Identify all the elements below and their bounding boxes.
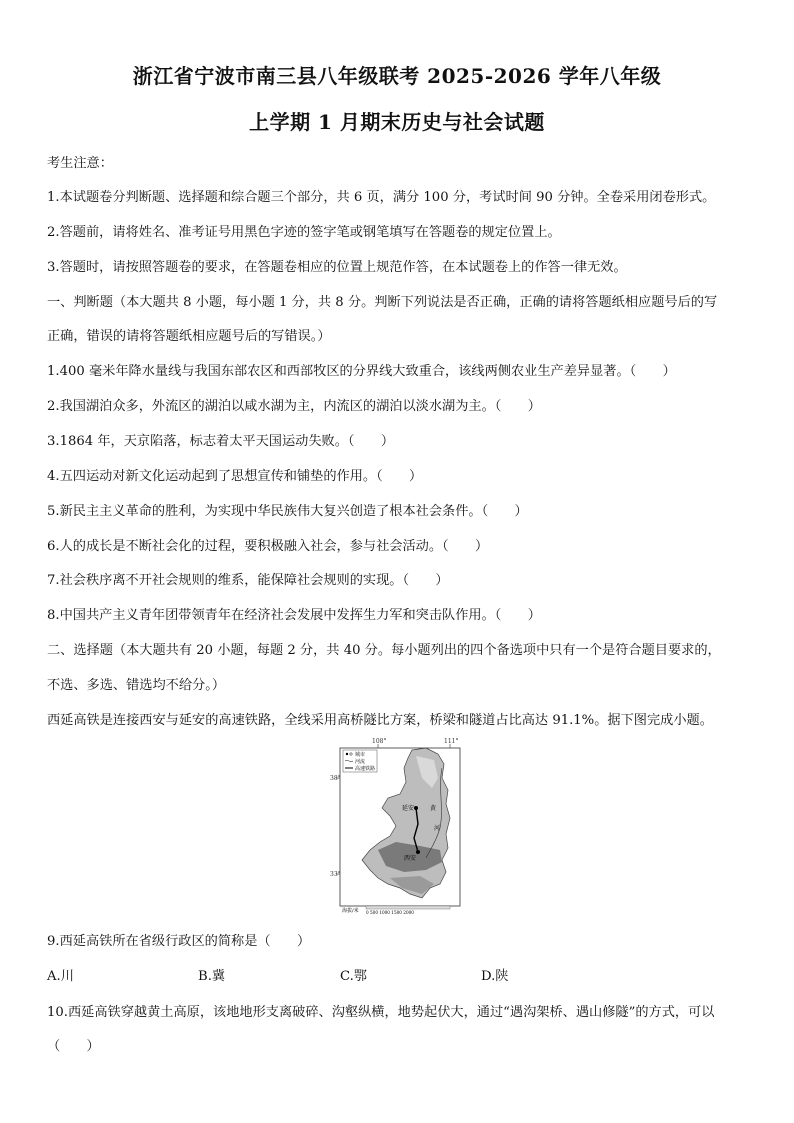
notice-item-2: 2.答题前，请将姓名、准考证号用黑色字迹的签字笔或钢笔填写在答题卷的规定位置上。 <box>47 225 561 240</box>
page-title-line1: 浙江省宁波市南三县八年级联考 2025-2026 学年八年级 <box>132 64 662 88</box>
lon-right-label: 111° <box>444 738 459 745</box>
lon-left-label: 108° <box>372 738 387 745</box>
question-9-option-a[interactable]: A.川 <box>47 969 74 984</box>
notice-item-1: 1.本试题卷分判断题、选择题和综合题三个部分，共 6 页，满分 100 分，考试时间 90 分钟。全卷采用闭卷形式。 <box>47 190 716 205</box>
legend-city: 城市 <box>355 752 366 758</box>
city-label-top: 延安 <box>402 805 415 812</box>
question-9-option-d[interactable]: D.陕 <box>481 969 509 984</box>
city-label-bottom: 西安 <box>404 855 417 862</box>
section1-heading: 一、判断题（本大题共 8 小题，每小题 1 分，共 8 分。判断下列说法是否正确，正确的请将答题纸相应题号后的写 <box>47 295 718 310</box>
question-9-option-c[interactable]: C.鄂 <box>340 969 367 984</box>
question-9-stem: 9.西延高铁所在省级行政区的简称是（ ） <box>47 934 311 949</box>
lat-bottom-label: 33° <box>330 871 341 878</box>
judge-question-1: 1.400 毫米年降水量线与我国东部农区和西部牧区的分界线大致重合，该线两侧农业生产差异显著。（ ） <box>47 364 676 379</box>
question-10-blank: （ ） <box>47 1039 100 1054</box>
lat-top-label: 38° <box>330 775 341 782</box>
judge-question-8: 8.中国共产主义青年团带领青年在经济社会发展中发挥生力军和突击队作用。（ ） <box>47 608 541 623</box>
judge-question-5: 5.新民主主义革命的胜利，为实现中华民族伟大复兴创造了根本社会条件。（ ） <box>47 504 528 519</box>
scale-ticks: 0 500 1000 1500 2000 <box>366 910 414 914</box>
judge-question-4: 4.五四运动对新文化运动起到了思想宣传和铺垫的作用。（ ） <box>47 469 423 484</box>
notice-heading: 考生注意： <box>47 156 113 171</box>
river-label-1: 黄 <box>430 805 437 812</box>
xiyan-railway-map <box>330 738 464 914</box>
judge-question-6: 6.人的成长是不断社会化的过程，要积极融入社会，参与社会活动。（ ） <box>47 539 489 554</box>
city-dot-top <box>414 806 418 810</box>
question-10-stem: 10.西延高铁穿越黄土高原，该地地形支离破碎、沟壑纵横，地势起伏大，通过“遇沟架桥、遇山修隧”的方式，可以 <box>47 1005 715 1020</box>
notice-item-3: 3.答题时，请按照答题卷的要求，在答题卷相应的位置上规范作答，在本试题卷上的作答一律无效。 <box>47 260 627 275</box>
judge-question-7: 7.社会秩序离不开社会规则的维系，能保障社会规则的实现。（ ） <box>47 573 449 588</box>
judge-question-2: 2.我国湖泊众多，外流区的湖泊以咸水湖为主，内流区的湖泊以淡水湖为主。（ ） <box>47 399 541 414</box>
scale-label: 海拔/米 <box>342 908 359 914</box>
page-title-line2: 上学期 1 月期末历史与社会试题 <box>249 110 545 134</box>
judge-question-3: 3.1864 年，天京陷落，标志着太平天国运动失败。（ ） <box>47 434 395 449</box>
river-label-2: 河 <box>434 825 441 832</box>
section1-heading-cont: 正确，错误的请将答题纸相应题号后的写错误。） <box>47 329 331 344</box>
legend-river: 河流 <box>355 759 366 765</box>
city-dot-bottom <box>416 850 420 854</box>
section2-heading-cont: 不选、多选、错选均不给分。） <box>47 678 226 693</box>
question-9-option-b[interactable]: B.冀 <box>198 969 226 984</box>
section2-stem: 西延高铁是连接西安与延安的高速铁路，全线采用高桥隧比方案，桥梁和隧道占比高达 91.1%。据下图完成小题。 <box>47 713 713 728</box>
section2-heading: 二、选择题（本大题共有 20 小题，每题 2 分，共 40 分。每小题列出的四个备选项中只有一个是符合题目要求的， <box>47 643 721 658</box>
scale-bar <box>366 906 450 909</box>
legend-railway: 高速铁路 <box>355 766 376 772</box>
